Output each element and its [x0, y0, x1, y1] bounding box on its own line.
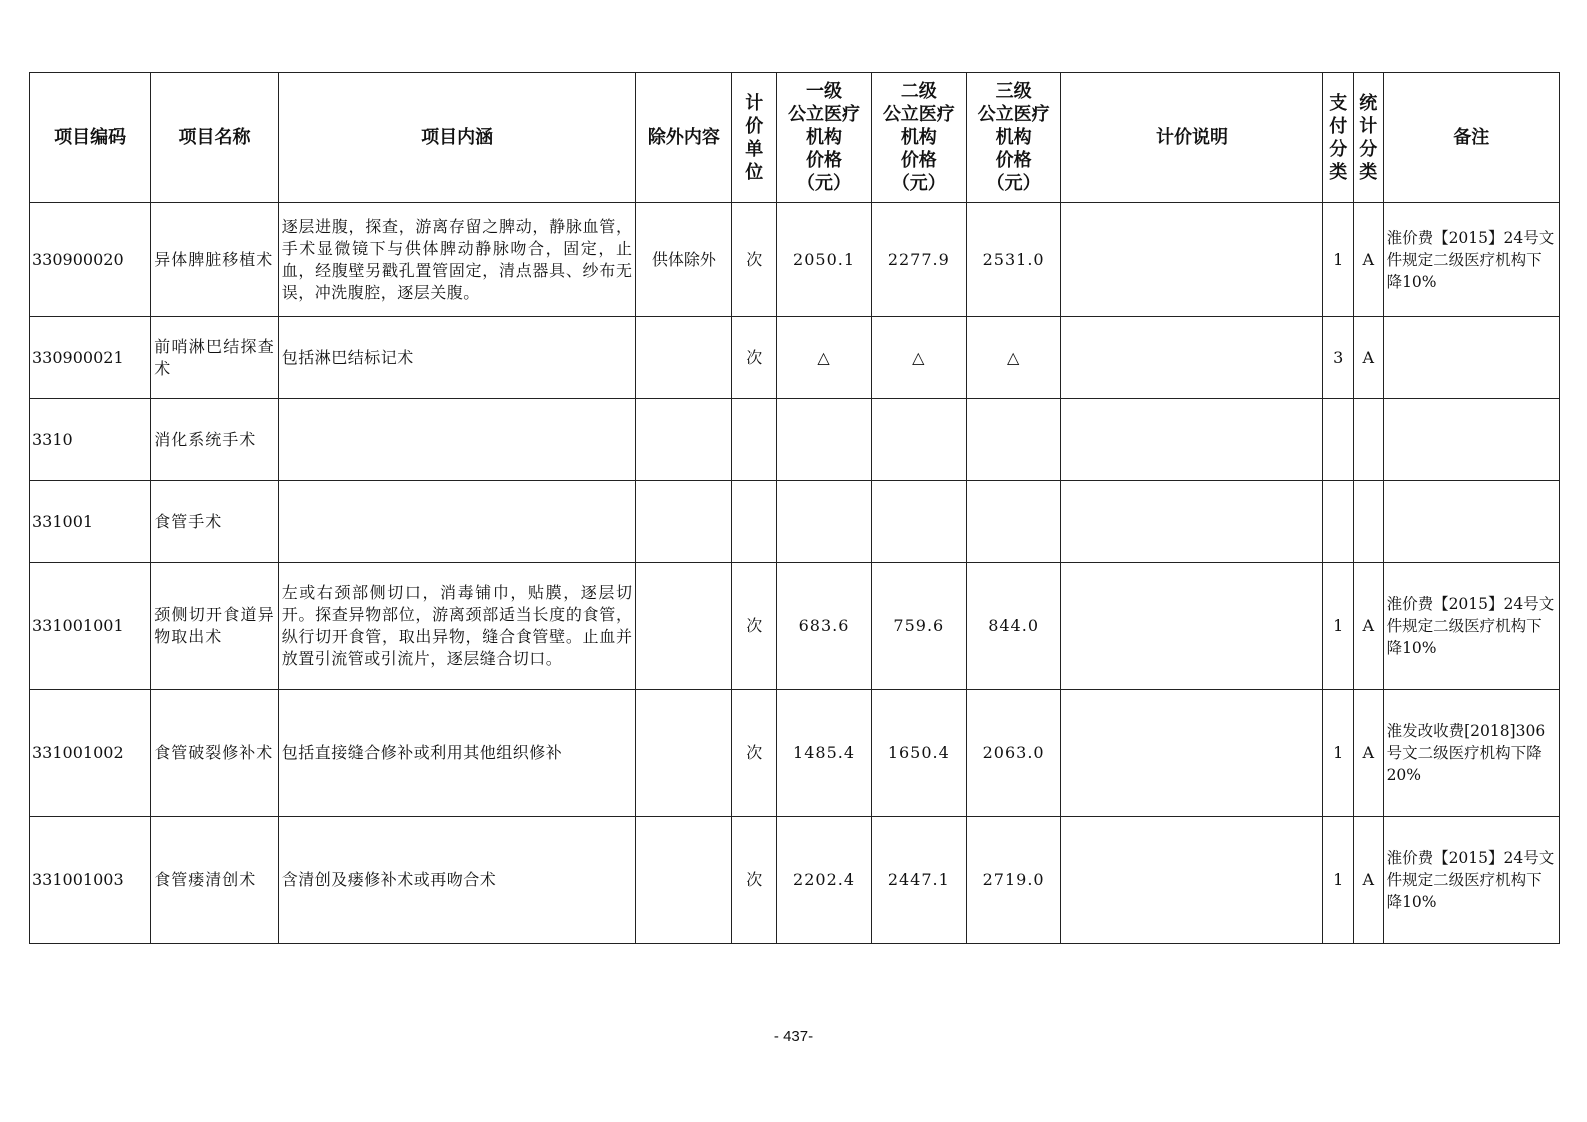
cell-statistics-class: A: [1354, 563, 1384, 690]
cell-name: 前哨淋巴结探查术: [151, 317, 278, 399]
page-number: - 437-: [773, 1028, 814, 1045]
cell-exclusion: [636, 563, 732, 690]
cell-unit: [732, 481, 777, 563]
cell-code: 331001002: [30, 690, 151, 817]
cell-code: 330900020: [30, 203, 151, 317]
cell-price-level1: [777, 481, 872, 563]
cell-unit: 次: [732, 690, 777, 817]
cell-unit: [732, 399, 777, 481]
cell-content: [278, 481, 636, 563]
cell-pricing-note: [1061, 399, 1323, 481]
cell-content: 逐层进腹，探查，游离存留之脾动，静脉血管，手术显微镜下与供体脾动静脉吻合，固定，止血，经腹壁另戳孔置管固定，清点器具、纱布无误，冲洗腹腔，逐层关腹。: [278, 203, 636, 317]
header-price-level3: 三级 公立医疗 机构 价格 （元）: [966, 73, 1061, 203]
cell-payment-class: [1323, 399, 1354, 481]
table-row: [30, 690, 1560, 817]
cell-pricing-note: [1061, 690, 1323, 817]
header-name: 项目名称: [151, 73, 278, 203]
cell-unit: 次: [732, 817, 777, 944]
cell-code: 330900021: [30, 317, 151, 399]
cell-price-level3: [966, 399, 1061, 481]
cell-code: 331001003: [30, 817, 151, 944]
cell-payment-class: 1: [1323, 203, 1354, 317]
cell-payment-class: 3: [1323, 317, 1354, 399]
cell-statistics-class: [1354, 481, 1384, 563]
cell-exclusion: [636, 399, 732, 481]
cell-exclusion: [636, 317, 732, 399]
cell-exclusion: [636, 817, 732, 944]
cell-name: 异体脾脏移植术: [151, 203, 278, 317]
cell-price-level2: [871, 399, 966, 481]
header-code: 项目编码: [30, 73, 151, 203]
cell-price-level3: 844.0: [966, 563, 1061, 690]
header-remark: 备注: [1383, 73, 1559, 203]
cell-price-level2: 759.6: [871, 563, 966, 690]
table-row: [30, 481, 1560, 563]
table-header-row: [30, 73, 1560, 203]
cell-code: 331001001: [30, 563, 151, 690]
cell-price-level2: 2277.9: [871, 203, 966, 317]
cell-content: 包括淋巴结标记术: [278, 317, 636, 399]
cell-price-level3: △: [966, 317, 1061, 399]
cell-remark: [1383, 399, 1559, 481]
cell-remark: [1383, 317, 1559, 399]
cell-payment-class: [1323, 481, 1354, 563]
header-price-level2: 二级 公立医疗 机构 价格 （元）: [871, 73, 966, 203]
cell-price-level3: 2719.0: [966, 817, 1061, 944]
cell-name: 食管破裂修补术: [151, 690, 278, 817]
table-row: [30, 563, 1560, 690]
cell-pricing-note: [1061, 481, 1323, 563]
cell-remark: 淮价费【2015】24号文件规定二级医疗机构下降10%: [1383, 817, 1559, 944]
cell-price-level1: 2202.4: [777, 817, 872, 944]
cell-price-level3: 2063.0: [966, 690, 1061, 817]
cell-content: 含清创及瘘修补术或再吻合术: [278, 817, 636, 944]
header-payment-class: 支 付 分 类: [1323, 73, 1354, 203]
header-price-level1: 一级 公立医疗 机构 价格 （元）: [777, 73, 872, 203]
cell-price-level2: △: [871, 317, 966, 399]
cell-statistics-class: [1354, 399, 1384, 481]
cell-price-level3: 2531.0: [966, 203, 1061, 317]
cell-exclusion: [636, 690, 732, 817]
cell-payment-class: 1: [1323, 563, 1354, 690]
cell-price-level3: [966, 481, 1061, 563]
table-row: [30, 817, 1560, 944]
cell-pricing-note: [1061, 817, 1323, 944]
cell-price-level1: [777, 399, 872, 481]
cell-remark: 淮价费【2015】24号文件规定二级医疗机构下降10%: [1383, 563, 1559, 690]
cell-exclusion: [636, 481, 732, 563]
cell-payment-class: 1: [1323, 817, 1354, 944]
cell-remark: 淮价费【2015】24号文件规定二级医疗机构下降10%: [1383, 203, 1559, 317]
cell-name: 食管手术: [151, 481, 278, 563]
cell-content: [278, 399, 636, 481]
cell-price-level2: 1650.4: [871, 690, 966, 817]
cell-statistics-class: A: [1354, 203, 1384, 317]
cell-pricing-note: [1061, 563, 1323, 690]
cell-statistics-class: A: [1354, 317, 1384, 399]
cell-unit: 次: [732, 317, 777, 399]
cell-price-level1: 683.6: [777, 563, 872, 690]
cell-price-level2: 2447.1: [871, 817, 966, 944]
header-pricing-note: 计价说明: [1061, 73, 1323, 203]
cell-unit: 次: [732, 563, 777, 690]
cell-price-level2: [871, 481, 966, 563]
cell-pricing-note: [1061, 203, 1323, 317]
cell-unit: 次: [732, 203, 777, 317]
cell-price-level1: 1485.4: [777, 690, 872, 817]
price-table: [29, 72, 1560, 944]
table-row: [30, 399, 1560, 481]
cell-remark: 淮发改收费[2018]306号文二级医疗机构下降20%: [1383, 690, 1559, 817]
table-row: [30, 203, 1560, 317]
header-exclusion: 除外内容: [636, 73, 732, 203]
header-content: 项目内涵: [278, 73, 636, 203]
cell-code: 3310: [30, 399, 151, 481]
header-unit: 计 价 单 位: [732, 73, 777, 203]
cell-price-level1: 2050.1: [777, 203, 872, 317]
cell-pricing-note: [1061, 317, 1323, 399]
cell-name: 食管瘘清创术: [151, 817, 278, 944]
cell-payment-class: 1: [1323, 690, 1354, 817]
cell-remark: [1383, 481, 1559, 563]
cell-name: 消化系统手术: [151, 399, 278, 481]
cell-name: 颈侧切开食道异物取出术: [151, 563, 278, 690]
cell-statistics-class: A: [1354, 690, 1384, 817]
cell-content: 包括直接缝合修补或利用其他组织修补: [278, 690, 636, 817]
cell-exclusion: 供体除外: [636, 203, 732, 317]
cell-statistics-class: A: [1354, 817, 1384, 944]
cell-content: 左或右颈部侧切口，消毒铺巾，贴膜，逐层切开。探查异物部位，游离颈部适当长度的食管，纵行切开食管，取出异物，缝合食管壁。止血并放置引流管或引流片，逐层缝合切口。: [278, 563, 636, 690]
cell-code: 331001: [30, 481, 151, 563]
cell-price-level1: △: [777, 317, 872, 399]
table-row: [30, 317, 1560, 399]
header-statistics-class: 统 计 分 类: [1354, 73, 1384, 203]
